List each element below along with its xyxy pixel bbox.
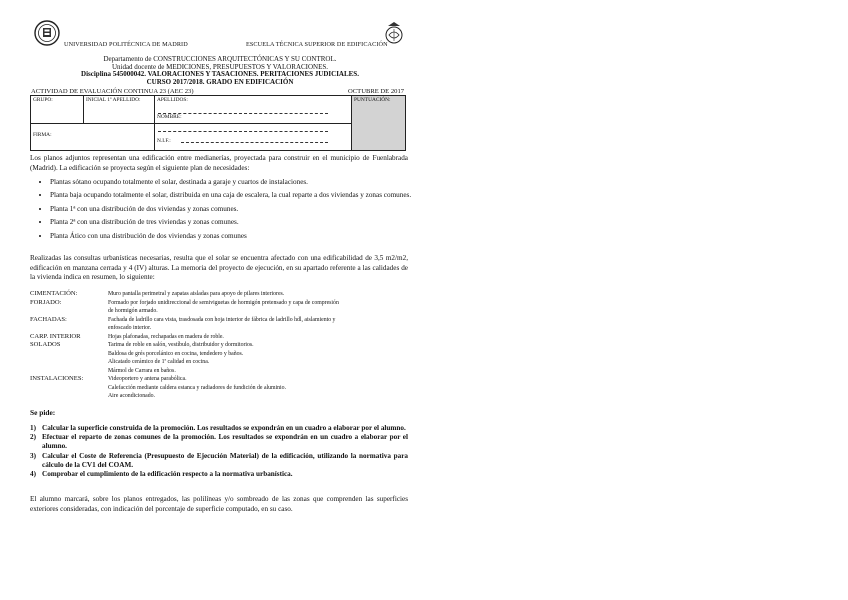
spec-row xyxy=(30,316,408,333)
spec-line: Calefacción mediante caldera estanca y radiadores de fundición de aluminio. xyxy=(108,384,287,391)
spec-key: CARP. INTERIOR xyxy=(30,332,81,340)
spec-line: enfoscado interior. xyxy=(108,325,152,331)
spec-line: Baldosa de grés porcelánico en cocina, tendedero y baños. xyxy=(108,350,244,357)
needs-list xyxy=(30,178,428,245)
task-text: Calcular la superficie construida de la promoción. Los resultados se expondrán en un cuadro a elaborar por el alumno. xyxy=(42,424,406,432)
initial-field[interactable] xyxy=(84,96,155,124)
task-number: 2) xyxy=(30,433,36,442)
signature-field[interactable] xyxy=(31,124,155,151)
course-heading xyxy=(0,56,440,86)
spec-line: Hojas plafonadas, rechapadas en madera de roble. xyxy=(108,333,224,340)
surnames-field[interactable] xyxy=(155,96,352,124)
spec-key: SOLADOS xyxy=(30,341,61,348)
intro-paragraph: Los planos adjuntos representan una edificación entre medianerías, proyectada para construir en el municipio de Fuenlabrada (Madrid). La edificación se proyecta según el siguiente plan de necesidades: xyxy=(30,154,408,172)
spec-row xyxy=(30,341,408,375)
score-field xyxy=(352,96,406,151)
consult-paragraph: Realizadas las consultas urbanísticas necesarias, resulta que el solar se encuentra afectado con una edificabilidad de 3,5 m2/m2, edificación en manzana cerrada y 4 (IV) alturas. La memoria del proyecto de ejecución, en su apartado referente a las calidades de la vivienda indica en resumen, lo siguiente: xyxy=(30,254,408,282)
nif-dashed-line xyxy=(181,141,328,143)
task-text: Efectuar el reparto de zonas comunes de la promoción. Los resultados se expondrán en un cuadro a elaborar por el alumno. xyxy=(42,433,408,451)
score-label: PUNTUACIÓN: xyxy=(354,97,391,103)
spec-value xyxy=(108,375,408,401)
spec-key: INSTALACIONES: xyxy=(30,375,84,382)
initial-label: INICIAL 1º APELLIDO: xyxy=(86,97,141,103)
task-number: 4) xyxy=(30,470,36,479)
spec-value xyxy=(108,333,408,342)
activity-date: OCTUBRE DE 2017 xyxy=(348,88,405,95)
list-item: • Plantas sótano ocupando totalmente el solar, destinada a garaje y cuartos de instalaciones. xyxy=(50,178,428,188)
spec-line: Formado por forjado unidireccional de semiviguetas de hormigón pretensado y capa de compresión xyxy=(108,299,339,306)
spec-value xyxy=(108,341,408,375)
spec-line: Mármol de Carrara en baños. xyxy=(108,367,176,374)
spec-line: Alicatado cerámico de 1ª calidad en cocina. xyxy=(108,359,210,365)
department-line: Departamento de CONSTRUCCIONES ARQUITECTÓNICAS Y SU CONTROL. xyxy=(103,55,337,63)
name-dashed-line xyxy=(158,130,328,132)
activity-title: ACTIVIDAD DE EVALUACIÓN CONTINUA 23 (AEC 23) xyxy=(31,88,194,95)
spec-value xyxy=(108,316,408,333)
spec-value xyxy=(108,290,408,299)
surnames-dashed-line xyxy=(158,112,328,114)
request-title: Se pide: xyxy=(30,408,56,417)
list-item xyxy=(30,470,408,479)
spec-key: FACHADAS: xyxy=(30,315,67,323)
list-item: • Planta 1ª con una distribución de dos viviendas y zonas comunes. xyxy=(50,205,428,215)
list-item: • Planta baja ocupando totalmente el solar, distribuida en una caja de escalera, la cual reparte a dos viviendas y zonas comunes. xyxy=(50,191,428,201)
spec-row xyxy=(30,290,408,299)
spec-row xyxy=(30,333,408,342)
task-number: 1) xyxy=(30,424,36,432)
unit-line: Unidad docente de MEDICIONES, PRESUPUESTOS Y VALORACIONES. xyxy=(111,62,329,71)
list-item: • Planta 2ª con una distribución de tres viviendas y zonas comunes. xyxy=(50,218,428,228)
list-item xyxy=(30,452,408,470)
school-name: ESCUELA TÉCNICA SUPERIOR DE EDIFICACIÓN xyxy=(246,41,388,48)
task-text: Calcular el Coste de Referencia (Presupuesto de Ejecución Material) de la edificación, utilizando la normativa para cálculo de la CV1 del COAM. xyxy=(42,451,408,469)
list-item xyxy=(30,424,408,433)
spec-line: Fachada de ladrillo cara vista, trasdosada con hoja interior de fábrica de ladrillo hdl, aislamiento y xyxy=(108,316,336,323)
surnames-label: APELLIDOS: xyxy=(157,97,188,103)
list-item: • Planta Ático con una distribución de dos viviendas y zonas comunes xyxy=(50,232,428,242)
student-form xyxy=(30,95,406,151)
closing-paragraph: El alumno marcará, sobre los planos entregados, las polilíneas y/o sombreado de las zonas que comprenden las superficies exteriores consideradas, con indicación del porcentaje de superficie computado, en su caso. xyxy=(30,495,408,513)
spec-row xyxy=(30,375,408,401)
specs-table xyxy=(30,290,408,401)
task-number: 3) xyxy=(30,451,36,460)
group-field[interactable] xyxy=(31,96,84,124)
university-name: UNIVERSIDAD POLITÉCNICA DE MADRID xyxy=(64,41,188,48)
subject-line: Disciplina 545000042. VALORACIONES Y TASACIONES. PERITACIONES JUDICIALES. xyxy=(81,70,359,79)
group-label: GRUPO: xyxy=(33,97,53,103)
spec-value xyxy=(108,299,408,316)
spec-line: Videoportero y antena parabólica. xyxy=(108,376,187,382)
task-text: Comprobar el cumplimiento de la edificación respecto a la normativa urbanística. xyxy=(42,470,293,479)
name-nif-field[interactable] xyxy=(155,114,352,151)
tasks-list xyxy=(30,424,408,479)
course-line: CURSO 2017/2018. GRADO EN EDIFICACIÓN xyxy=(146,77,294,86)
spec-line: de hormigón armado. xyxy=(108,308,158,314)
spec-line: Tarima de roble en salón, vestíbulo, distribuidor y dormitorios. xyxy=(108,342,254,348)
upm-seal-logo xyxy=(34,20,60,46)
signature-label: FIRMA: xyxy=(33,132,52,138)
spec-key: CIMENTACIÓN: xyxy=(30,290,78,297)
spec-key: FORJADO: xyxy=(30,298,62,306)
list-item xyxy=(30,433,408,451)
spec-line: Muro pantalla perimetral y zapatas aisladas para apoyo de pilares interiores. xyxy=(108,291,285,297)
spec-row xyxy=(30,299,408,316)
nif-label: N.I.F.: xyxy=(157,138,171,144)
spec-line: Aire acondicionado. xyxy=(108,393,156,399)
name-label: NOMBRE: xyxy=(157,114,182,120)
